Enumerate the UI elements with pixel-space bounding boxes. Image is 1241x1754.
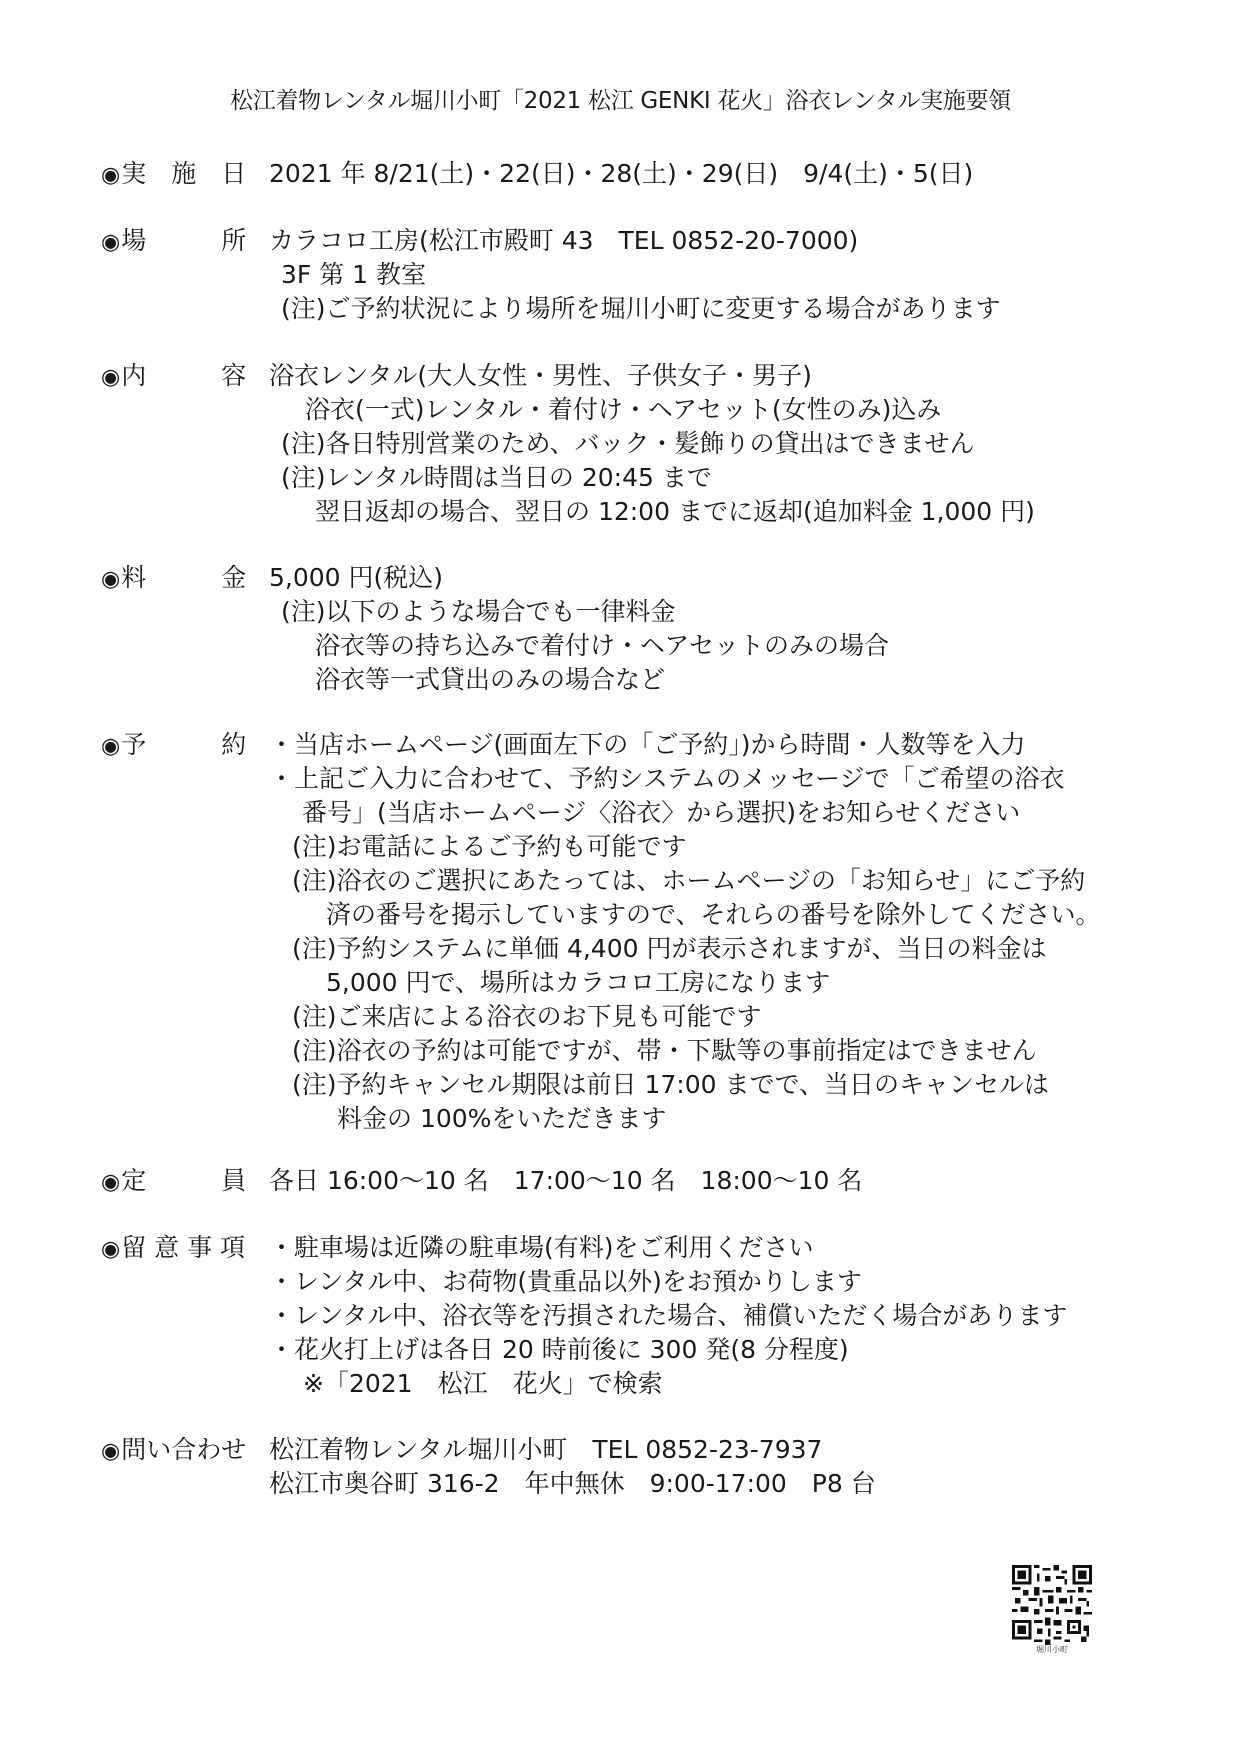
notes-bullet: ・レンタル中、浴衣等を汚損された場合、補償いただく場合があります [269, 1301, 1068, 1330]
fee-line: 5,000 円(税込) [269, 563, 444, 592]
section-label: ◉料 金 [101, 563, 247, 592]
section-label: ◉留 意 事 項 [101, 1233, 246, 1262]
content-line: 浴衣レンタル(大人女性・男性、子供女子・男子) [269, 361, 812, 390]
qr-code-icon[interactable] [1012, 1565, 1092, 1645]
reservation-note: (注)浴衣の予約は可能ですが、帯・下駄等の事前指定はできません [292, 1036, 1037, 1065]
reservation-bullet: 番号」(当店ホームページ〈浴衣〉から選択)をお知らせください [302, 798, 1021, 827]
reservation-note: (注)ご来店による浴衣のお下見も可能です [292, 1002, 762, 1031]
section-label: ◉定 員 [101, 1166, 247, 1195]
reservation-note: 5,000 円で、場所はカラコロ工房になります [326, 968, 831, 997]
section-label: ◉問い合わせ [101, 1435, 247, 1464]
contact-line: 松江着物レンタル堀川小町 TEL 0852-23-7937 [269, 1435, 823, 1464]
place-note: (注)ご予約状況により場所を堀川小町に変更する場合があります [281, 294, 1001, 323]
notes-bullet: ・花火打上げは各日 20 時前後に 300 発(8 分程度) [269, 1335, 849, 1364]
reservation-bullet: ・上記ご入力に合わせて、予約システムのメッセージで「ご希望の浴衣 [269, 764, 1065, 793]
place-line: カラコロ工房(松江市殿町 43 TEL 0852-20-7000) [269, 226, 859, 255]
content-note: (注)レンタル時間は当日の 20:45 まで [281, 463, 712, 492]
notes-search-hint: ※「2021 松江 花火」で検索 [303, 1369, 663, 1398]
dates-line: 2021 年 8/21(土)・22(日)・28(土)・29(日) 9/4(土)・5(日) [269, 159, 974, 188]
reservation-note: (注)浴衣のご選択にあたっては、ホームページの「お知らせ」にご予約 [292, 866, 1086, 895]
qr-caption: 堀川小町 [1036, 1645, 1068, 1654]
capacity-line: 各日 16:00～10 名 17:00～10 名 18:00～10 名 [269, 1166, 863, 1195]
section-label: ◉実 施 日 [101, 159, 247, 188]
fee-note: (注)以下のような場合でも一律料金 [281, 597, 676, 626]
content-note: 翌日返却の場合、翌日の 12:00 までに返却(追加料金 1,000 円) [315, 497, 1035, 526]
reservation-note: (注)お電話によるご予約も可能です [292, 832, 687, 861]
section-label: ◉場 所 [101, 226, 247, 255]
section-label: ◉予 約 [101, 730, 247, 759]
fee-note: 浴衣等一式貸出のみの場合など [315, 665, 666, 694]
content-note: (注)各日特別営業のため、バック・髪飾りの貸出はできません [281, 429, 975, 458]
reservation-note: 料金の 100%をいただきます [337, 1104, 667, 1133]
reservation-note: 済の番号を掲示していますので、それらの番号を除外してください。 [326, 900, 1101, 929]
place-room: 3F 第 1 教室 [281, 260, 427, 289]
notes-bullet: ・駐車場は近隣の駐車場(有料)をご利用ください [269, 1233, 814, 1262]
reservation-bullet: ・当店ホームページ(画面左下の「ご予約」)から時間・人数等を入力 [269, 730, 1026, 759]
reservation-note: (注)予約システムに単価 4,400 円が表示されますが、当日の料金は [292, 934, 1047, 963]
contact-address: 松江市奥谷町 316-2 年中無休 9:00-17:00 P8 台 [269, 1469, 876, 1498]
fee-note: 浴衣等の持ち込みで着付け・ヘアセットのみの場合 [315, 631, 890, 660]
content-line: 浴衣(一式)レンタル・着付け・ヘアセット(女性のみ)込み [305, 395, 942, 424]
section-label: ◉内 容 [101, 361, 247, 390]
page-title: 松江着物レンタル堀川小町「2021 松江 GENKI 花火」浴衣レンタル実施要領 [230, 88, 1011, 114]
notes-bullet: ・レンタル中、お荷物(貴重品以外)をお預かりします [269, 1267, 862, 1296]
reservation-note: (注)予約キャンセル期限は前日 17:00 までで、当日のキャンセルは [292, 1070, 1049, 1099]
